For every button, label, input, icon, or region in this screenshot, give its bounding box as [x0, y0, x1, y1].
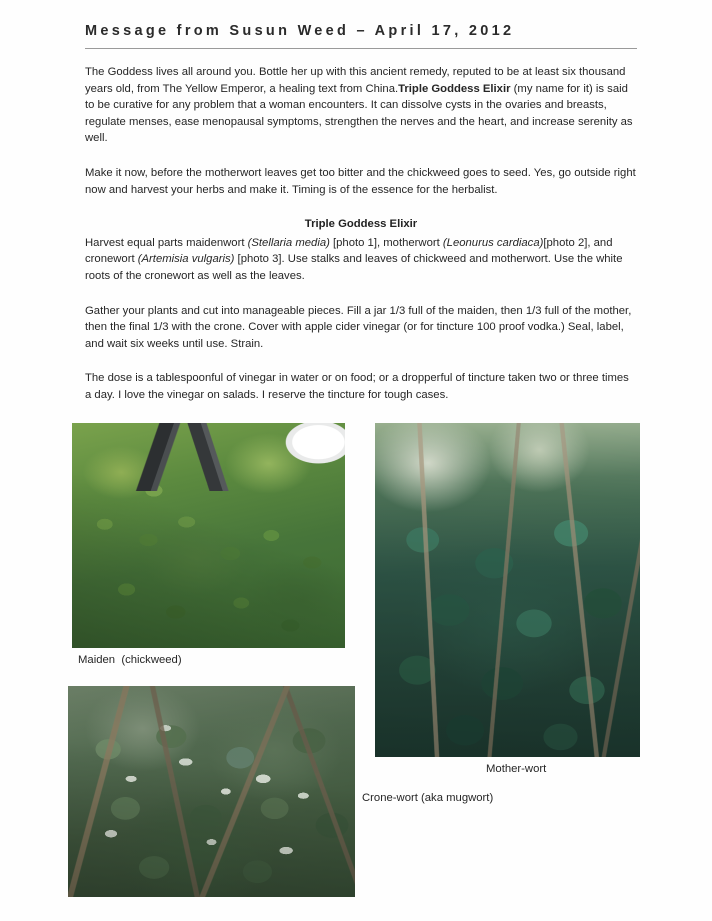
title-divider [85, 48, 637, 49]
ingredients-part2: [photo 1], motherwort [329, 236, 443, 249]
ingredients-part4: [photo 3]. Use stalks and leaves of chickweed and motherwort. Use the white roots of the cronewort as well as the leaves. [85, 253, 623, 282]
photo-maiden-shading [72, 423, 345, 648]
ingredients-part1: Harvest equal parts maidenwort [85, 236, 248, 249]
elixir-name-bold: Triple Goddess Elixir [398, 82, 511, 95]
document-body [85, 64, 637, 468]
caption-maiden: Maiden (chickweed) [78, 654, 182, 666]
photo-mother-motherwort [375, 423, 640, 757]
paragraph-intro-part2: (my name for it) is said to be curative for any problem that a woman encounters. It can dissolve cysts in the ovaries and breasts, regulate menses, ease menopausal symptoms, strengthen the nerves and the heart, and increase serenity as well. [85, 82, 633, 145]
photo-crone-shading [68, 686, 355, 897]
photo-maiden-chickweed [72, 423, 345, 648]
paragraph-intro [85, 64, 637, 147]
paragraph-timing: Make it now, before the motherwort leaves get too bitter and the chickweed goes to seed. Yes, go outside right now and harvest your herbs and make it. Timing is of the essence for the herbalist. [85, 166, 636, 196]
latin-name-mugwort: (Artemisia vulgaris) [137, 253, 235, 266]
document-header [85, 22, 637, 49]
paragraph-ingredients [85, 235, 637, 285]
ingredients-part3: [photo 2], and cronewort [85, 236, 613, 266]
paragraph-method: Gather your plants and cut into manageable pieces. Fill a jar 1/3 full of the maiden, then 1/3 full of the mother, then the final 1/3 with the crone. Cover with apple cider vinegar (or for tincture 100 proof vodka.) Seal, label, and wait six weeks until use. Strain. [85, 304, 632, 350]
paragraph-dosage: The dose is a tablespoonful of vinegar in water or on food; or a dropperful of tincture taken two or three times a day. I love the vinegar on salads. I reserve the tincture for tough cases. [85, 372, 629, 401]
caption-crone: Crone-wort (aka mugwort) [362, 792, 494, 804]
paragraph-intro-part1: The Goddess lives all around you. Bottle her up with this ancient remedy, reputed to be at least six thousand years old, from The Yellow Emperor, a healing text from China. [85, 66, 626, 95]
latin-name-chickweed: (Stellaria media) [247, 236, 330, 249]
page-title: Message from Susun Weed – April 17, 2012 [85, 23, 515, 39]
latin-name-motherwort: (Leonurus cardiaca) [442, 236, 544, 249]
photo-mother-shading [375, 423, 640, 757]
caption-mother: Mother-wort [486, 763, 547, 775]
photo-crone-mugwort [68, 686, 355, 897]
recipe-heading: Triple Goddess Elixir [304, 218, 418, 231]
